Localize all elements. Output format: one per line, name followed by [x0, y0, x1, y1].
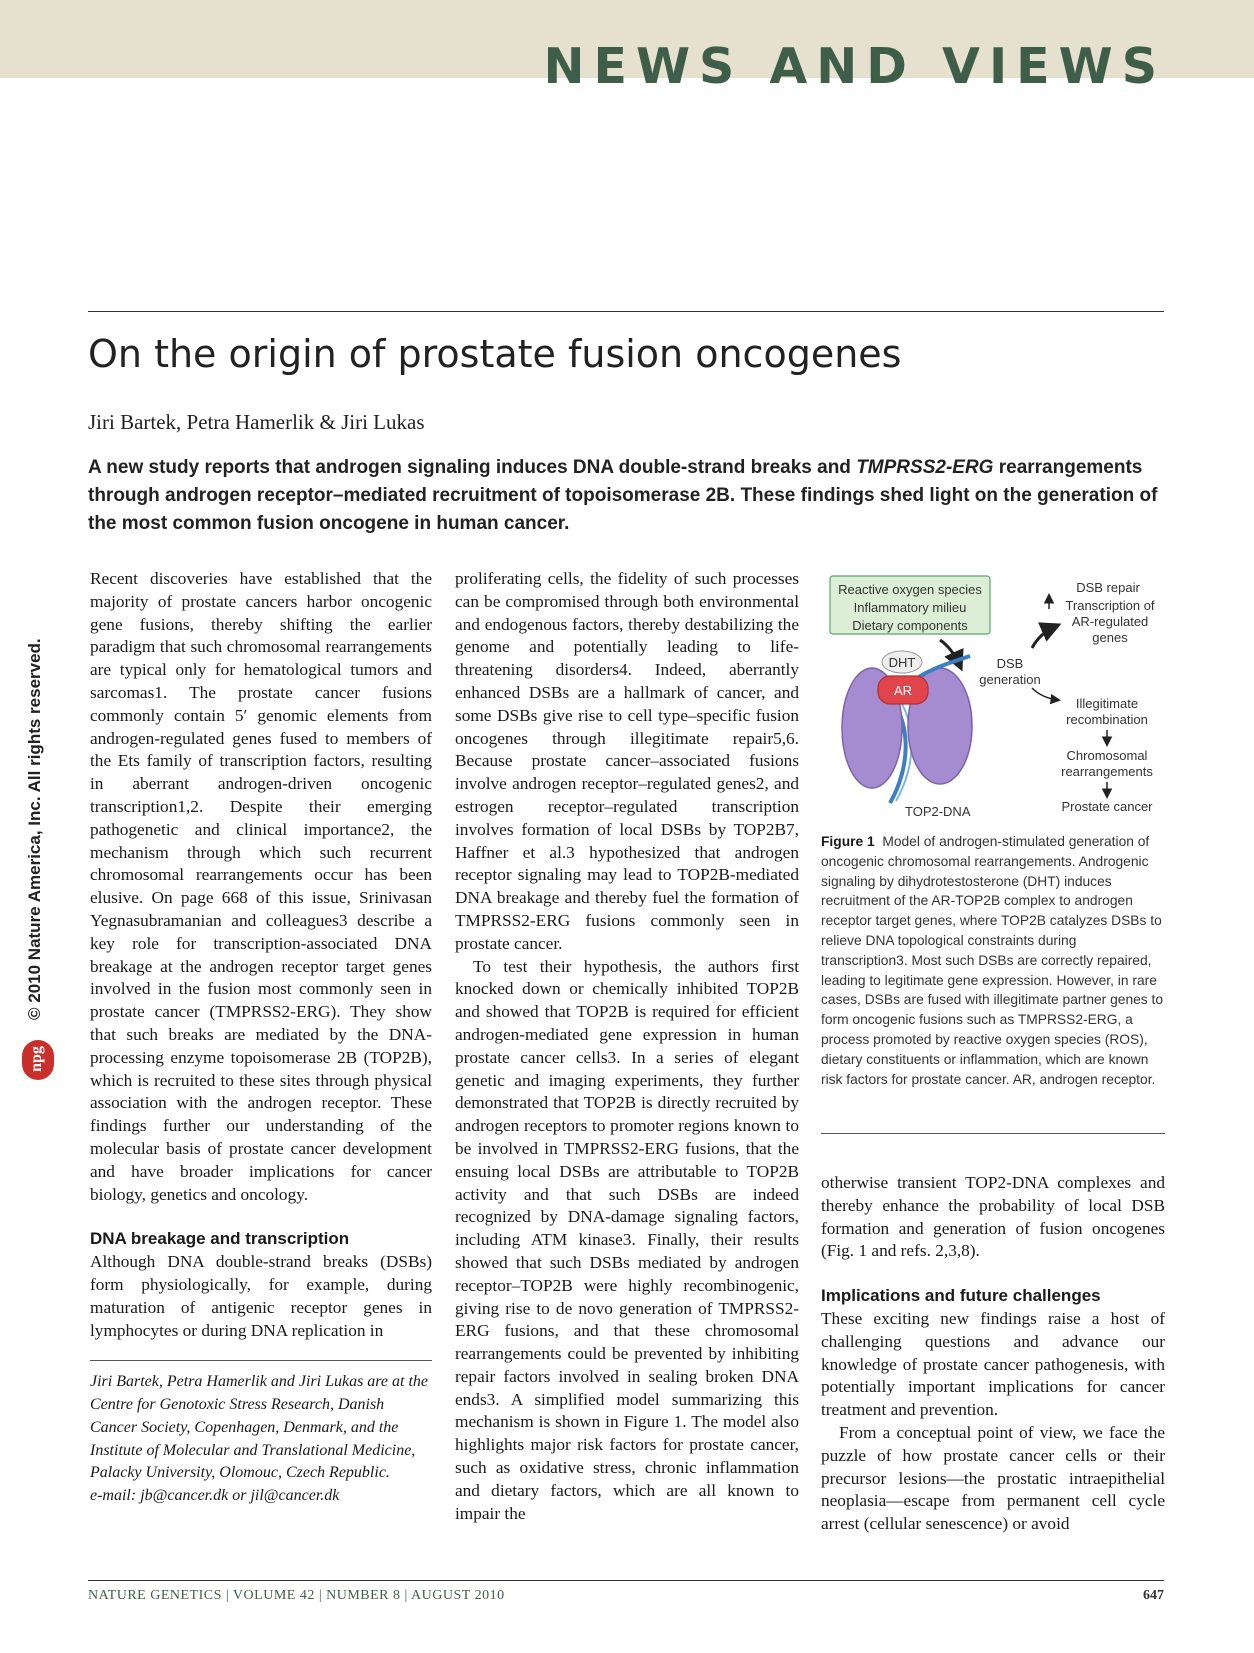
col1-subhead: DNA breakage and transcription: [90, 1229, 350, 1249]
figure-caption-text: Model of androgen-stimulated generation of oncogenic chromosomal rearrangements. Androgenic signaling by dihydrotestosterone (DHT) induces recruitment of the AR-TOP2B complex to androgen receptor target genes, where TOP2B catalyzes DSBs to relieve DNA topological constraints during transcription3. Most such DSBs are correctly repaired, leading to legitimate gene expression. However, in rare cases, DSBs are fused with illegitimate partner genes to form oncogenic fusions such as TMPRSS2-ERG, a process promoted by reactive oxygen species (ROS), dietary constituents or inflammation, which are known risk factors for prostate cancer. AR, androgen receptor.: [821, 834, 1164, 1087]
author-email[interactable]: e-mail: jb@cancer.dk or jil@cancer.dk: [90, 1487, 340, 1505]
chromosomal-text-2: rearrangements: [1061, 764, 1153, 779]
title-rule: [88, 311, 1164, 312]
prostate-cancer-text: Prostate cancer: [1061, 799, 1153, 814]
footer-rule: [88, 1580, 1164, 1581]
illegitimate-text-1: Illegitimate: [1075, 696, 1139, 711]
side-copyright: © 2010 Nature America, Inc. All rights reserved.: [25, 638, 44, 1020]
footer-journal-info: NATURE GENETICS | VOLUME 42 | NUMBER 8 | AUGUST 2010: [88, 1588, 505, 1603]
col1-paragraph-1: Recent discoveries have established that the majority of prostate cancers harbor oncogenic gene fusions, thereby shifting the earlier paradigm that such chromosomal rearrangements are typical only for hematological tumors and sarcomas1. The prostate cancer fusions commonly contain 5′ genomic elements from androgen-regulated genes fused to members of the Ets family of transcription factors, resulting in aberrant androgen-driven oncogenic transcription1,2. Despite their emerging pathogenetic and clinical importance2, the mechanism through which such recurrent chromosomal rearrangements occur has been elusive. On page 668 of this issue, Srinivasan Yegnasubramanian and colleagues3 describe a key role for transcription-associated DNA breakage at the androgen receptor target genes involved in the fusion most commonly seen in prostate cancer (TMPRSS2-ERG). They show that such breaks are mediated by the DNA-processing enzyme topoisomerase 2B (TOP2B), which is recruited to these sites through physical association with the androgen receptor. These findings further our understanding of the molecular basis of prostate cancer development and have broader implications for cancer biology, genetics and oncology.: [90, 569, 432, 1204]
npg-logo-text: npg: [27, 1046, 45, 1072]
dsb-label-2: generation: [979, 672, 1041, 687]
repair-text-2: Transcription of: [1065, 598, 1155, 613]
illegitimate-text-2: recombination: [1066, 712, 1148, 727]
standfirst-gene: TMPRSS2-ERG: [856, 457, 994, 478]
col1-paragraph-2: Although DNA double-strand breaks (DSBs) form physiologically, for example, during maturation of antigenic receptor genes in lymphocytes or during DNA replication in: [90, 1252, 432, 1340]
top2-dna-label: TOP2-DNA: [905, 804, 971, 819]
npg-logo: [22, 1040, 54, 1080]
repair-arrow: [1032, 626, 1056, 648]
dht-label: DHT: [888, 655, 916, 670]
col3-paragraph-3: From a conceptual point of view, we face the puzzle of how prostate cancer cells or their precursor lesions—the prostatic intraepithelial neoplasia—escape from permanent cell cycle arrest (cellular senescence) or avoid: [821, 1422, 1165, 1534]
col3-subhead: Implications and future challenges: [821, 1286, 1101, 1306]
standfirst-part2: rearrangements through androgen receptor–mediated recruitment of topoisomerase 2B. These findings shed light on the generation of the most common fusion oncogene in human cancer.: [88, 457, 1158, 534]
col2-paragraph-2: To test their hypothesis, the authors first knocked down or chemically inhibited TOP2B and showed that TOP2B is required for efficient androgen-mediated gene expression in human prostate cancer cells3. In a series of elegant genetic and imaging experiments, they further demonstrated that TOP2B is directly recruited by androgen receptors to promoter regions known to be involved in TMPRSS2-ERG fusions, that the ensuing local DSBs are attributable to TOP2B activity and that such DSBs are indeed recognized by DNA-damage signaling factors, including ATM kinase3. Finally, their results showed that such DSBs mediated by androgen receptor–TOP2B were highly recombinogenic, giving rise to de novo generation of TMPRSS2-ERG fusions, and that these chromosomal rearrangements could be prevented by inhibiting repair factors involved in sealing broken DNA ends3. A simplified model summarizing this mechanism is shown in Figure 1. The model also highlights major risk factors for prostate cancer, such as oxidative stress, chronic inflammation and dietary factors, which are all known to impair the: [455, 956, 799, 1523]
risk-factor-line-3: Dietary components: [852, 618, 968, 633]
standfirst: [88, 454, 1168, 538]
repair-text-4: genes: [1092, 630, 1128, 645]
col2-paragraph-1: proliferating cells, the fidelity of such processes can be compromised through both environmental and endogenous factors, thereby destabilizing the genome and potentially leading to life-threatening disorders4. Indeed, aberrantly enhanced DSBs are a hallmark of cancer, and some DSBs give rise to cell type–specific fusion oncogenes through illegitimate repair5,6. Because prostate cancer–associated fusions involve androgen receptor–regulated genes2, and estrogen receptor–regulated transcription involves formation of local DSBs by TOP2B7, Haffner et al.3 hypothesized that androgen receptor signaling may lead to TOP2B-mediated DNA breakage and thereby fuel the formation of TMPRSS2-ERG fusions commonly seen in prostate cancer.: [455, 569, 799, 953]
footnote-rule: [90, 1360, 432, 1361]
authors: Jiri Bartek, Petra Hamerlik & Jiri Lukas: [88, 410, 425, 434]
chromosomal-text-1: Chromosomal: [1066, 748, 1148, 763]
figure-caption: [821, 832, 1166, 1089]
col3-paragraph-1: otherwise transient TOP2-DNA complexes and thereby enhance the probability of local DSB formation and generation of fusion oncogenes (Fig. 1 and refs. 2,3,8).: [821, 1173, 1165, 1261]
column-2: [455, 568, 799, 1525]
column-3: [821, 1172, 1165, 1536]
repair-text-1: DSB repair: [1076, 580, 1140, 595]
standfirst-part1: A new study reports that androgen signaling induces DNA double-strand breaks and: [88, 457, 857, 478]
dsb-label-1: DSB: [996, 656, 1024, 671]
section-title: NEWS AND VIEWS: [543, 38, 1166, 95]
repair-text-3: AR-regulated: [1071, 614, 1149, 629]
author-affiliation: Jiri Bartek, Petra Hamerlik and Jiri Lukas are at the Centre for Genotoxic Stress Research, Danish Cancer Society, Copenhagen, Denmark, and the Institute of Molecular and Translational Medicine, Palacky University, Olomouc, Czech Republic.: [90, 1373, 429, 1482]
column-1: [90, 568, 432, 1508]
figure-caption-label: Figure 1: [821, 834, 875, 849]
article-title: On the origin of prostate fusion oncogenes: [88, 332, 902, 376]
risk-factor-line-1: Reactive oxygen species: [838, 582, 982, 597]
illegitimate-arrow: [1032, 688, 1058, 700]
col3-paragraph-2: These exciting new findings raise a host of challenging questions and advance our knowledge of prostate cancer pathogenesis, with potentially important implications for cancer treatment and prevention.: [821, 1308, 1165, 1420]
figure-1-diagram: [820, 568, 1165, 838]
risk-factor-line-2: Inflammatory milieu: [853, 600, 967, 615]
page-number: 647: [1143, 1588, 1164, 1603]
ar-label: AR: [893, 683, 913, 698]
figure-rule: [821, 1133, 1165, 1134]
